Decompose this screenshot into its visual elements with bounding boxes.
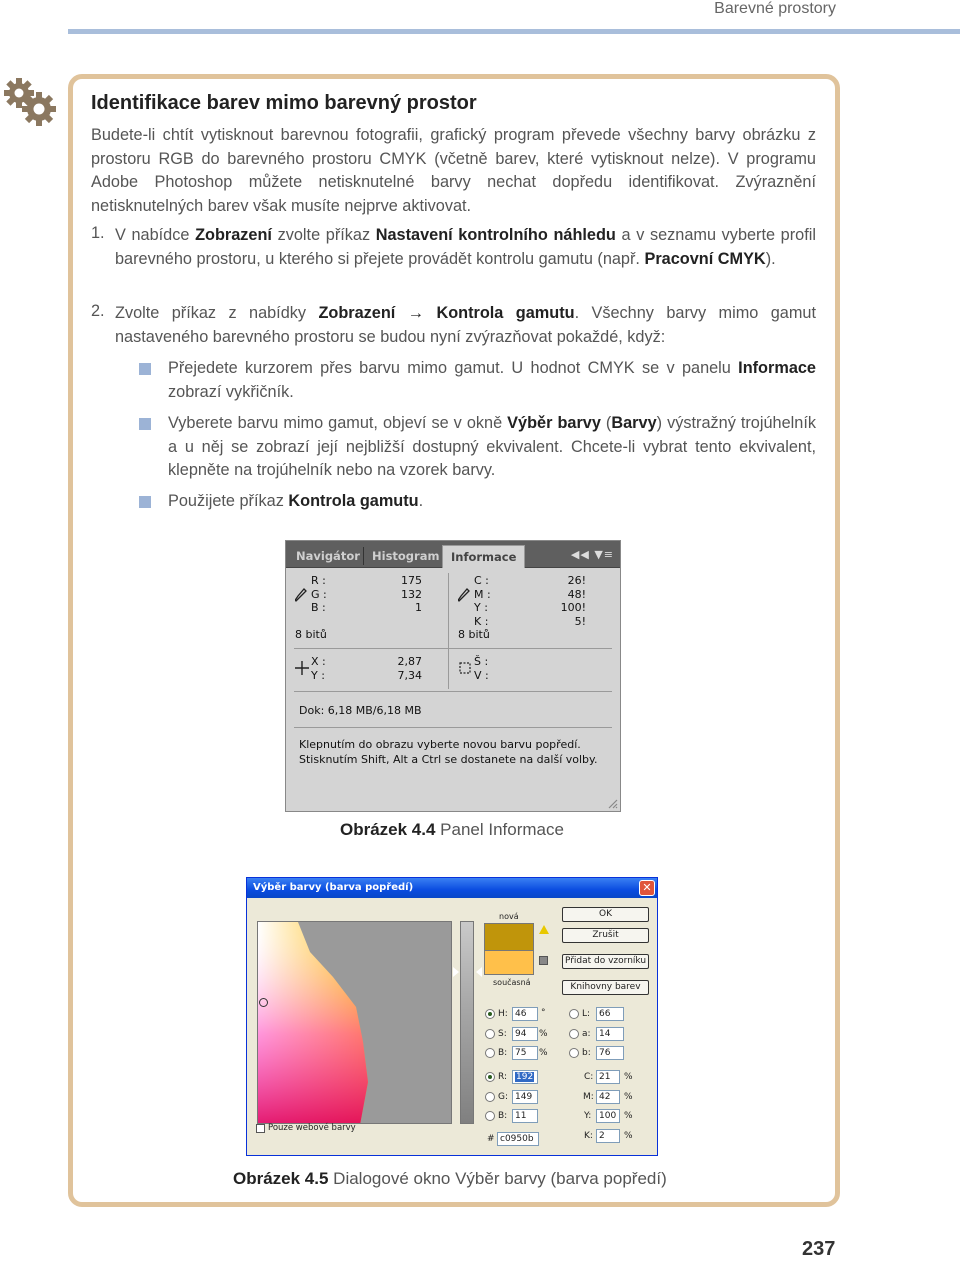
current-color-label: současná <box>493 978 531 987</box>
m-label: M: <box>583 1092 594 1102</box>
cmyk-bit-depth: 8 bitů <box>458 628 490 641</box>
step-1-number: 1. <box>91 224 105 242</box>
hue-slider[interactable] <box>460 921 474 1124</box>
lab-b-input[interactable]: 76 <box>596 1046 624 1060</box>
c-label: C: <box>584 1072 594 1082</box>
b-unit: % <box>539 1048 548 1058</box>
eyedropper-icon <box>458 588 470 602</box>
lab-b-label: b: <box>582 1048 591 1058</box>
slider-handle-left[interactable] <box>453 967 459 977</box>
b-label: B: <box>498 1048 508 1058</box>
radio-r[interactable] <box>485 1072 495 1082</box>
tab-navigator[interactable]: Navigátor <box>296 549 360 563</box>
blue-label: B: <box>498 1111 508 1121</box>
current-color-swatch[interactable] <box>484 951 534 975</box>
figure-4-5-caption: Obrázek 4.5 Dialogové okno Výběr barvy (barva popředí) <box>233 1169 667 1188</box>
radio-lab-b[interactable] <box>569 1048 579 1058</box>
radio-l[interactable] <box>569 1009 579 1019</box>
panel-tab-bar <box>286 541 620 568</box>
a-input[interactable]: 14 <box>596 1027 624 1041</box>
bullet-marker <box>139 418 151 430</box>
bullet-marker <box>139 363 151 375</box>
intro-paragraph: Budete-li chtít vytisknout barevnou fotografii, grafický program převede všechny barvy obrázku z prostoru RGB do barevného prostoru CMYK (včetně barev, které vytisknout nelze). V programu Adobe Photoshop můžete netisknutelné barvy nechat dopředu identifikovat. Zvýraznění netisknutelných barev však musíte nejprve aktivovat. <box>91 126 816 215</box>
wh-labels: Š : V : <box>474 655 489 682</box>
menu-arrow: → <box>407 304 425 322</box>
radio-a[interactable] <box>569 1029 579 1039</box>
a-label: a: <box>582 1029 591 1039</box>
info-panel-screenshot <box>285 540 621 812</box>
color-picker-dialog-screenshot <box>246 877 658 1156</box>
k-input[interactable]: 2 <box>596 1129 620 1143</box>
hex-input[interactable]: c0950b <box>497 1132 539 1146</box>
blue-input[interactable]: 11 <box>512 1109 538 1123</box>
add-to-swatches-button[interactable]: Přidat do vzorníku <box>562 954 649 969</box>
new-color-label: nová <box>499 912 519 921</box>
step-2-text: Zvolte příkaz z nabídky Zobrazení → Kontrola gamutu. Všechny barvy mimo gamut nastaveného barevného prostoru se budou nyní zvýrazňovat pokaždé, když: <box>115 304 816 346</box>
c-unit: % <box>624 1072 633 1082</box>
s-unit: % <box>539 1029 548 1039</box>
eyedropper-icon <box>295 588 307 602</box>
l-label: L: <box>582 1009 591 1019</box>
xy-labels: X : Y : <box>311 655 326 682</box>
y-unit: % <box>624 1111 633 1121</box>
bullet-item-1: Přejedete kurzorem přes barvu mimo gamut. U hodnot CMYK se v panelu Informace zobrazí vykřičník. <box>168 359 816 401</box>
tab-histogram[interactable]: Histogram <box>372 549 440 563</box>
color-field[interactable] <box>257 921 452 1124</box>
xy-values: 2,87 7,34 <box>397 655 422 682</box>
close-icon[interactable]: ✕ <box>639 880 655 896</box>
panel-menu-icon[interactable]: ◀◀ ▼≡ <box>570 548 614 561</box>
step-1-text: V nabídce Zobrazení zvolte příkaz Nastavení kontrolního náhledu a v seznamu vyberte profil barevného prostoru, u kterého si přejete provádět kontrolu gamutu (např. Pracovní CMYK). <box>115 226 816 268</box>
k-label: K: <box>584 1131 593 1141</box>
dialog-title: Výběr barvy (barva popředí) <box>247 878 657 898</box>
bullet-item-2: Vyberete barvu mimo gamut, objeví se v okně Výběr barvy (Barvy) výstražný trojúhelník a u něj se zobrazí její nejbližší dostupný ekvivalent. Chcete-li vybrat tento ekvivalent, klepněte na trojúhelník nebo na vzorek barvy. <box>168 414 816 479</box>
rgb-bit-depth: 8 bitů <box>295 628 327 641</box>
figure-4-4-caption: Obrázek 4.4 Panel Informace <box>340 820 564 839</box>
resize-grip-icon[interactable] <box>606 797 618 809</box>
document-size: Dok: 6,18 MB/6,18 MB <box>299 704 422 717</box>
radio-b[interactable] <box>485 1048 495 1058</box>
step-2-number: 2. <box>91 302 105 320</box>
web-colors-only-label: Pouze webové barvy <box>268 1123 356 1133</box>
bullet-item-3: Použijete příkaz Kontrola gamutu. <box>168 492 424 510</box>
panel-hint-text: Klepnutím do obrazu vyberte novou barvu popředí. Stisknutím Shift, Alt a Ctrl se dostanete na další volby. <box>299 738 598 766</box>
cancel-button[interactable]: Zrušit <box>562 928 649 943</box>
rgb-labels: R : G : B : <box>311 574 327 614</box>
ok-button[interactable]: OK <box>562 907 649 922</box>
c-input[interactable]: 21 <box>596 1070 620 1084</box>
h-unit: ° <box>541 1008 546 1018</box>
l-input[interactable]: 66 <box>596 1007 624 1021</box>
s-input[interactable]: 94 <box>512 1027 538 1041</box>
hex-label: # <box>487 1134 495 1144</box>
m-unit: % <box>624 1092 633 1102</box>
h-label: H: <box>498 1009 508 1019</box>
m-input[interactable]: 42 <box>596 1090 620 1104</box>
running-head: Barevné prostory <box>714 0 836 17</box>
radio-blue[interactable] <box>485 1111 495 1121</box>
brightness-input[interactable]: 75 <box>512 1046 538 1060</box>
web-colors-only-checkbox[interactable] <box>256 1124 265 1133</box>
h-input[interactable]: 46 <box>512 1007 538 1021</box>
radio-g[interactable] <box>485 1092 495 1102</box>
k-unit: % <box>624 1131 633 1141</box>
cmyk-labels: C : M : Y : K : <box>474 574 491 628</box>
gamut-warning-icon[interactable] <box>539 925 549 934</box>
crosshair-icon <box>295 661 309 675</box>
rgb-values: 175 132 1 <box>401 574 422 614</box>
color-libraries-button[interactable]: Knihovny barev <box>562 980 649 995</box>
radio-h[interactable] <box>485 1009 495 1019</box>
r-label: R: <box>498 1072 508 1082</box>
selection-size-icon <box>458 661 472 675</box>
bullet-marker <box>139 496 151 508</box>
s-label: S: <box>498 1029 507 1039</box>
gears-icon <box>2 76 56 128</box>
cmyk-values: 26! 48! 100! 5! <box>560 574 586 628</box>
g-label: G: <box>498 1092 509 1102</box>
radio-s[interactable] <box>485 1029 495 1039</box>
y-input[interactable]: 100 <box>596 1109 620 1123</box>
color-field-cursor <box>259 998 268 1007</box>
g-input[interactable]: 149 <box>512 1090 538 1104</box>
new-color-swatch[interactable] <box>484 923 534 951</box>
page-number: 237 <box>802 1238 836 1260</box>
r-input[interactable]: 192 <box>512 1070 538 1084</box>
header-rule <box>68 29 960 34</box>
web-safe-cube-icon[interactable] <box>539 956 548 965</box>
slider-handle-right[interactable] <box>476 967 482 977</box>
y-label: Y: <box>584 1111 592 1121</box>
section-title: Identifikace barev mimo barevný prostor <box>91 92 477 114</box>
tab-informace[interactable]: Informace <box>442 545 525 568</box>
